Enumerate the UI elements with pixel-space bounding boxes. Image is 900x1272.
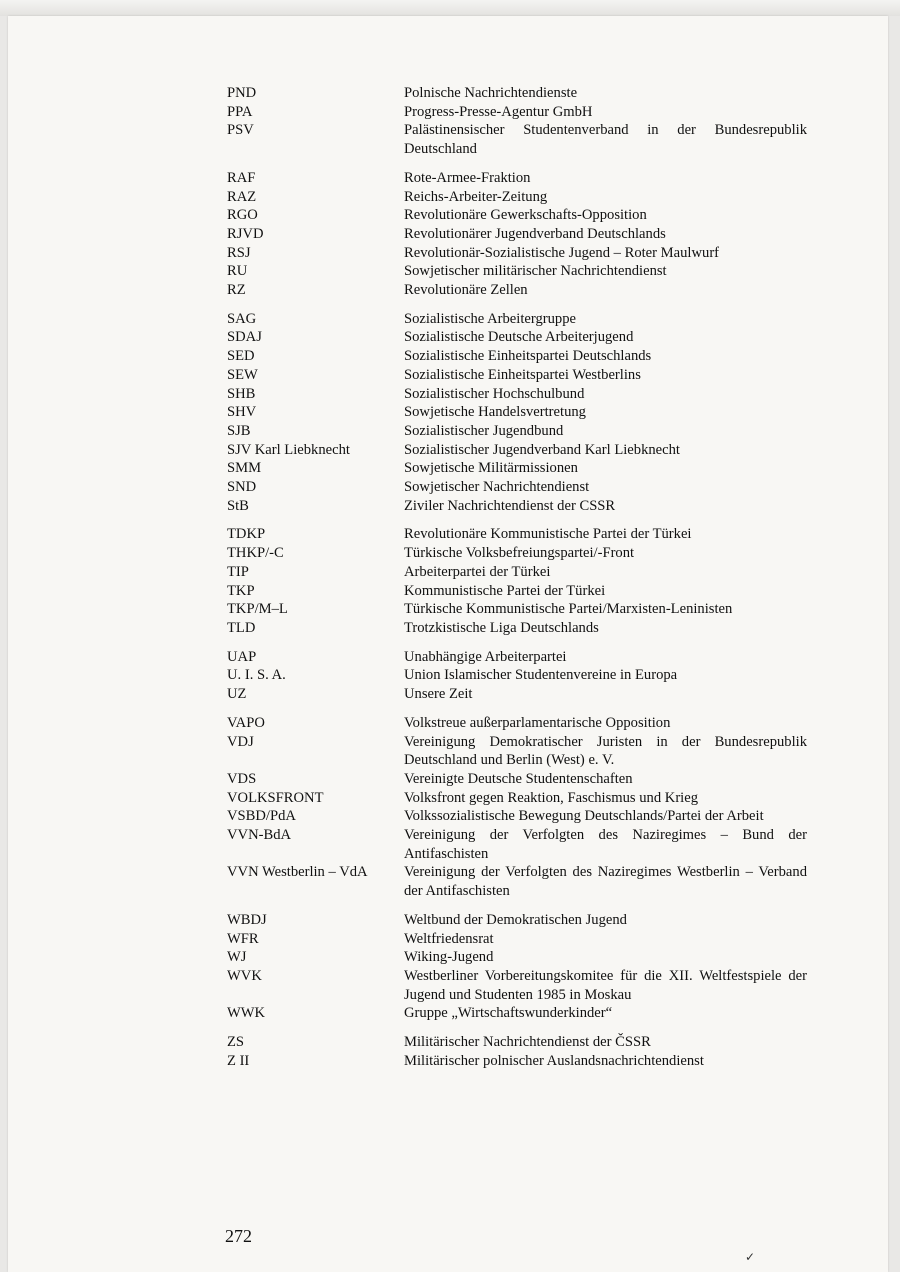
definition: Arbeiterpartei der Türkei: [404, 563, 551, 580]
abbreviation: RZ: [227, 282, 246, 299]
glossary-entry: [227, 685, 807, 704]
abbreviation: SED: [227, 348, 255, 365]
abbreviation-list: [227, 84, 807, 1080]
abbreviation: Z II: [227, 1052, 250, 1069]
glossary-entry: [227, 497, 807, 516]
glossary-entry: [227, 459, 807, 478]
glossary-entry: [227, 347, 807, 366]
glossary-entry: [227, 366, 807, 385]
abbreviation: WVK: [227, 967, 262, 984]
abbreviation: RJVD: [227, 225, 264, 242]
definition: Westberliner Vorbereitungskomitee für die XII. Weltfestspiele der Jugend und Studenten 1985 in Moskau: [404, 967, 807, 1003]
abbreviation: VSBD/PdA: [227, 808, 296, 825]
glossary-entry: [227, 188, 807, 207]
glossary-entry: [227, 911, 807, 930]
definition: Volksfront gegen Reaktion, Faschismus und Krieg: [404, 789, 699, 806]
definition: Sozialistische Arbeitergruppe: [404, 310, 576, 327]
letter-group: [227, 169, 807, 300]
abbreviation: UAP: [227, 648, 257, 665]
glossary-entry: [227, 422, 807, 441]
definition: Sozialistische Deutsche Arbeiterjugend: [404, 329, 634, 346]
glossary-entry: [227, 600, 807, 619]
abbreviation: RU: [227, 263, 248, 280]
abbreviation: RGO: [227, 207, 258, 224]
abbreviation: VDJ: [227, 733, 254, 750]
glossary-entry: [227, 863, 807, 900]
glossary-entry: [227, 770, 807, 789]
definition: Türkische Kommunistische Partei/Marxisten-Leninisten: [404, 601, 733, 618]
abbreviation: RSJ: [227, 244, 251, 261]
glossary-entry: [227, 789, 807, 808]
abbreviation: SJV Karl Liebknecht: [227, 441, 350, 458]
abbreviation: SND: [227, 479, 257, 496]
definition: Militärischer Nachrichtendienst der ČSSR: [404, 1034, 651, 1051]
scan-border: [0, 0, 900, 16]
abbreviation: WFR: [227, 930, 259, 947]
pencil-check-mark: ✓: [745, 1250, 756, 1264]
glossary-entry: [227, 403, 807, 422]
glossary-entry: [227, 169, 807, 188]
glossary-entry: [227, 441, 807, 460]
definition: Revolutionäre Kommunistische Partei der Türkei: [404, 526, 692, 543]
definition: Revolutionärer Jugendverband Deutschlands: [404, 225, 666, 242]
definition: Vereinigte Deutsche Studentenschaften: [404, 770, 633, 787]
glossary-entry: [227, 206, 807, 225]
glossary-entry: [227, 525, 807, 544]
glossary-entry: [227, 103, 807, 122]
glossary-entry: [227, 478, 807, 497]
abbreviation: UZ: [227, 686, 247, 703]
definition: Militärischer polnischer Auslandsnachrichtendienst: [404, 1052, 704, 1069]
letter-group: [227, 84, 807, 159]
letter-group: [227, 911, 807, 1023]
definition: Polnische Nachrichtendienste: [404, 85, 578, 101]
definition: Volkstreue außerparlamentarische Opposition: [404, 714, 671, 731]
abbreviation: SMM: [227, 460, 262, 477]
glossary-entry: [227, 619, 807, 638]
abbreviation: SHV: [227, 404, 257, 421]
definition: Vereinigung der Verfolgten des Naziregimes – Bund der Antifaschisten: [404, 827, 807, 862]
abbreviation: TIP: [227, 563, 249, 580]
definition: Sowjetische Militärmissionen: [404, 460, 578, 477]
abbreviation: SAG: [227, 310, 257, 327]
abbreviation: VVN-BdA: [227, 827, 292, 844]
abbreviation: WBDJ: [227, 911, 267, 928]
definition: Trotzkistische Liga Deutschlands: [404, 619, 599, 636]
definition: Sozialistische Einheitspartei Deutschlands: [404, 348, 652, 365]
glossary-entry: [227, 281, 807, 300]
glossary-entry: [227, 648, 807, 667]
letter-group: [227, 525, 807, 637]
abbreviation: RAF: [227, 169, 256, 186]
abbreviation: SEW: [227, 366, 258, 383]
definition: Unsere Zeit: [404, 686, 473, 703]
definition: Weltfriedensrat: [404, 930, 494, 947]
glossary-entry: [227, 714, 807, 733]
abbreviation: WJ: [227, 949, 247, 966]
glossary-entry: [227, 826, 807, 863]
abbreviation: VAPO: [227, 714, 265, 731]
definition: Sozialistischer Hochschulbund: [404, 385, 585, 402]
abbreviation: THKP/-C: [227, 545, 284, 562]
definition: Sowjetische Handelsvertretung: [404, 404, 586, 421]
definition: Kommunistische Partei der Türkei: [404, 582, 606, 599]
glossary-entry: [227, 244, 807, 263]
abbreviation: PND: [227, 85, 257, 101]
glossary-entry: [227, 310, 807, 329]
definition: Sowjetischer Nachrichtendienst: [404, 479, 590, 496]
glossary-entry: [227, 967, 807, 1004]
abbreviation: VVN Westberlin – VdA: [227, 864, 368, 881]
glossary-entry: [227, 121, 807, 158]
definition: Türkische Volksbefreiungspartei/-Front: [404, 545, 635, 562]
definition: Reichs-Arbeiter-Zeitung: [404, 188, 548, 205]
glossary-entry: [227, 84, 807, 103]
definition: Weltbund der Demokratischen Jugend: [404, 911, 627, 928]
definition: Sowjetischer militärischer Nachrichtendienst: [404, 263, 667, 280]
letter-group: [227, 714, 807, 901]
definition: Volkssozialistische Bewegung Deutschlands/Partei der Arbeit: [404, 808, 764, 825]
definition: Sozialistischer Jugendbund: [404, 422, 564, 439]
glossary-entry: [227, 930, 807, 949]
definition: Vereinigung der Verfolgten des Naziregimes Westberlin – Verband der Antifaschisten: [404, 864, 807, 900]
definition: Gruppe „Wirtschaftswunderkinder“: [404, 1005, 613, 1022]
letter-group: [227, 648, 807, 704]
abbreviation: U. I. S. A.: [227, 667, 286, 684]
abbreviation: WWK: [227, 1005, 266, 1022]
glossary-entry: [227, 666, 807, 685]
abbreviation: ZS: [227, 1034, 245, 1051]
glossary-entry: [227, 262, 807, 281]
definition: Revolutionäre Zellen: [404, 282, 528, 299]
glossary-entry: [227, 544, 807, 563]
glossary-entry: [227, 385, 807, 404]
glossary-entry: [227, 225, 807, 244]
definition: Ziviler Nachrichtendienst der CSSR: [404, 497, 616, 514]
definition: Wiking-Jugend: [404, 949, 494, 966]
abbreviation: SJB: [227, 422, 251, 439]
glossary-entry: [227, 328, 807, 347]
definition: Sozialistische Einheitspartei Westberlins: [404, 366, 641, 383]
abbreviation: TKP/M–L: [227, 601, 288, 618]
abbreviation: TLD: [227, 619, 256, 636]
glossary-entry: [227, 1052, 807, 1071]
definition: Revolutionäre Gewerkschafts-Opposition: [404, 207, 647, 224]
glossary-entry: [227, 733, 807, 770]
definition: Progress-Presse-Agentur GmbH: [404, 103, 593, 120]
definition: Palästinensischer Studentenverband in der Bundesrepublik Deutschland: [404, 122, 807, 158]
definition: Revolutionär-Sozialistische Jugend – Roter Maulwurf: [404, 244, 720, 261]
definition: Unabhängige Arbeiterpartei: [404, 648, 567, 665]
definition: Rote-Armee-Fraktion: [404, 169, 531, 186]
glossary-entry: [227, 1004, 807, 1023]
glossary-entry: [227, 807, 807, 826]
abbreviation: VOLKSFRONT: [227, 789, 324, 806]
abbreviation: VDS: [227, 770, 257, 787]
abbreviation: StB: [227, 497, 249, 514]
definition: Vereinigung Demokratischer Juristen in der Bundesrepublik Deutschland und Berlin (West) e. V.: [404, 733, 807, 769]
abbreviation: PSV: [227, 122, 254, 139]
definition: Sozialistischer Jugendverband Karl Liebknecht: [404, 441, 680, 458]
abbreviation: RAZ: [227, 188, 257, 205]
page-number: 272: [225, 1226, 252, 1246]
glossary-entry: [227, 948, 807, 967]
abbreviation: SHB: [227, 385, 256, 402]
abbreviation: TDKP: [227, 526, 266, 543]
letter-group: [227, 310, 807, 516]
glossary-entry: [227, 582, 807, 601]
abbreviation: TKP: [227, 582, 255, 599]
glossary-entry: [227, 1033, 807, 1052]
definition: Union Islamischer Studentenvereine in Europa: [404, 667, 678, 684]
abbreviation: SDAJ: [227, 329, 262, 346]
glossary-entry: [227, 563, 807, 582]
letter-group: [227, 1033, 807, 1070]
abbreviation: PPA: [227, 103, 253, 120]
